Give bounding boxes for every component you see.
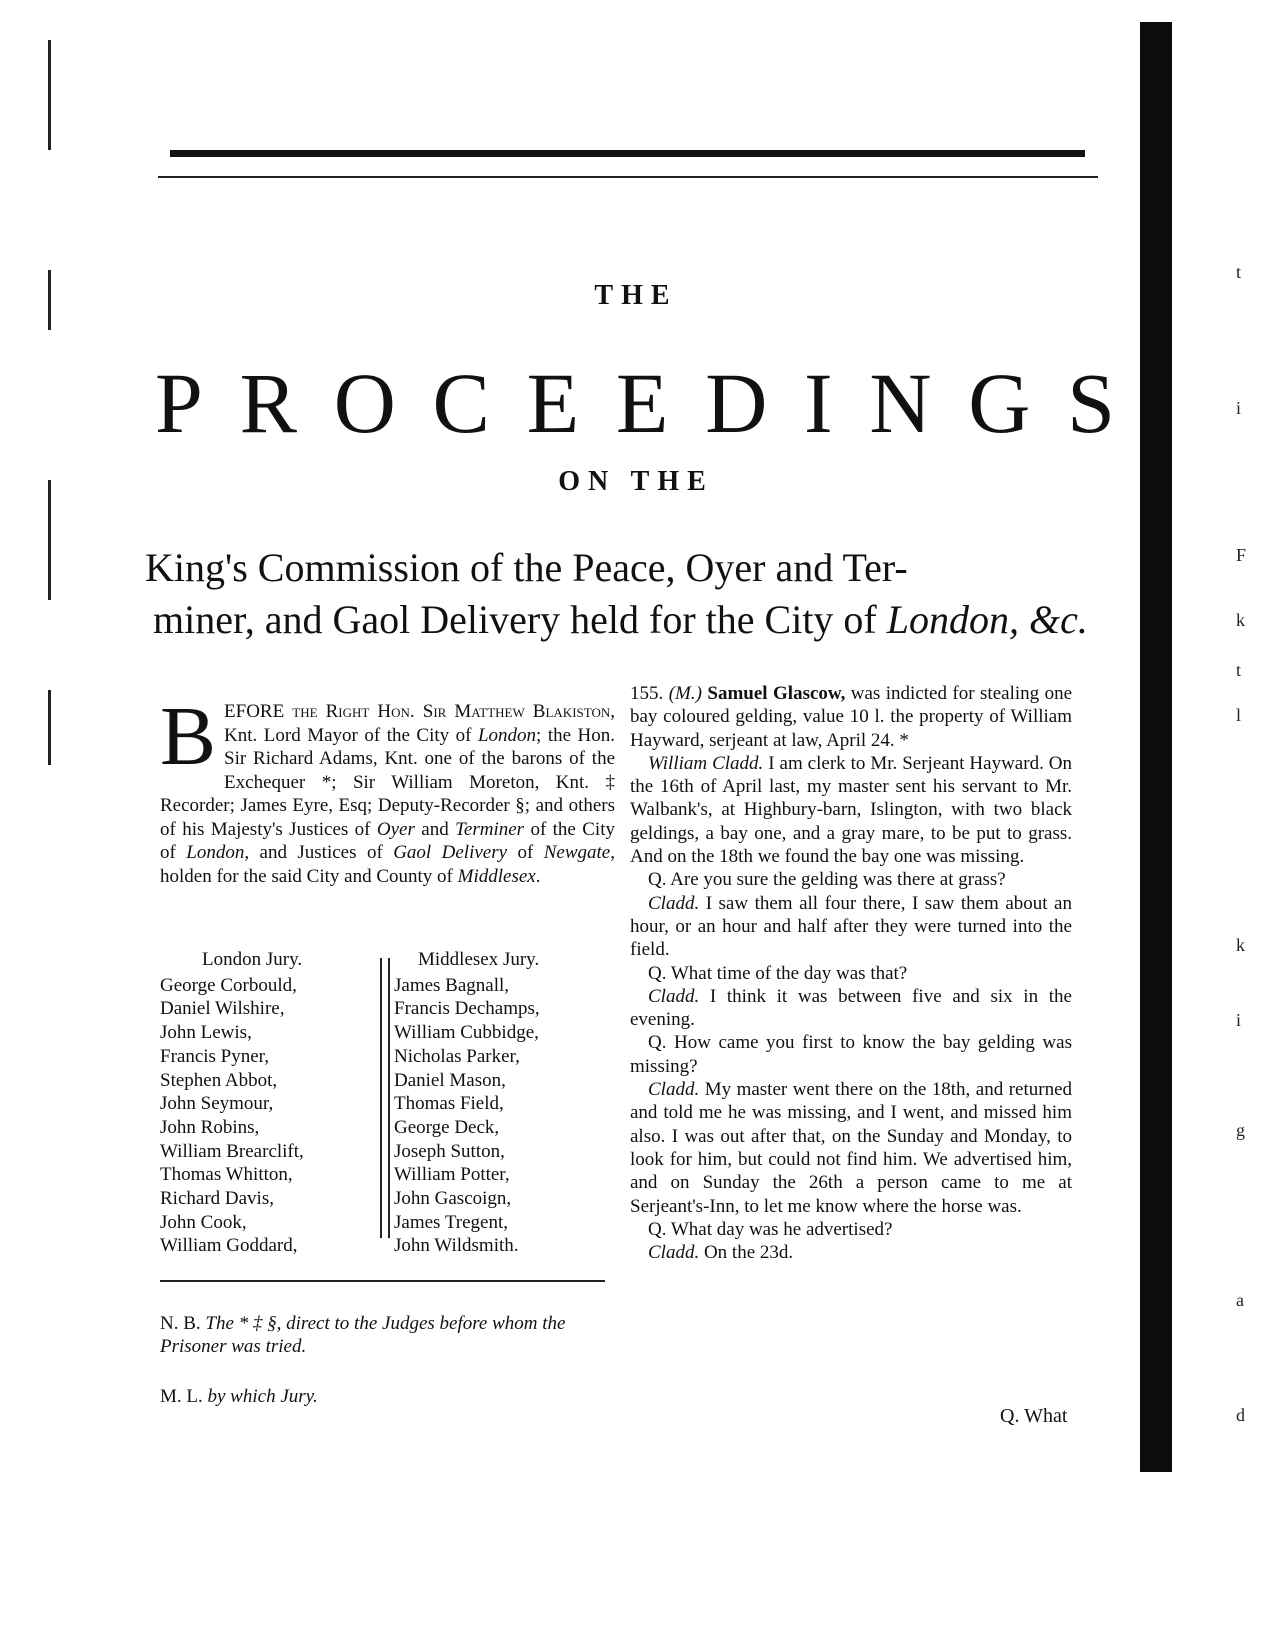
edge-letter: d <box>1236 1405 1245 1425</box>
intro-paragraph <box>160 690 616 888</box>
section-rule <box>160 1280 605 1282</box>
edge-letter: l <box>1236 705 1242 725</box>
title-letter: N <box>869 355 932 451</box>
nb-text: The * ‡ §, direct to the Judges before whom the Prisoner was tried. <box>160 1313 566 1357</box>
intro-italic: Newgate <box>543 842 611 863</box>
subtitle-text: miner, and Gaol Delivery held for the City of <box>153 597 887 642</box>
subtitle-italic: London, &c. <box>886 597 1088 642</box>
answer <box>630 1078 1072 1218</box>
edge-letter: F <box>1236 545 1247 565</box>
speaker: Cladd. <box>648 892 700 914</box>
london-jury <box>160 948 304 1258</box>
jury-member: John Gascoign, <box>394 1188 512 1210</box>
margin-mark <box>48 480 51 600</box>
jury-member: James Bagnall, <box>394 974 510 996</box>
intro-italic: Oyer <box>376 818 415 840</box>
ml-note <box>160 1385 605 1408</box>
intro-text: , Knt. Lord Mayor of the City of <box>224 701 615 746</box>
title-letter: O <box>333 355 396 451</box>
intro-italic: Gaol Delivery <box>393 842 508 863</box>
title-letter: G <box>968 355 1031 451</box>
jury-member: Stephen Abbot, <box>160 1069 278 1091</box>
title-the: THE <box>594 280 678 311</box>
jury-member: Joseph Sutton, <box>394 1140 505 1162</box>
jury-member: John Cook, <box>160 1211 247 1233</box>
jury-member: William Brearclift, <box>160 1140 304 1162</box>
jury-member: Daniel Wilshire, <box>160 998 285 1020</box>
title-proceedings <box>155 355 1115 451</box>
intro-text: EFORE the Right Hon. Sir <box>224 701 455 722</box>
intro-name: Matthew Blakiston <box>454 701 611 722</box>
question: Q. Are you sure the gelding was there at grass? <box>648 869 1006 891</box>
jury-member: William Potter, <box>394 1164 510 1186</box>
intro-text: , and Justices of <box>244 842 394 863</box>
answer-text: On the 23d. <box>699 1242 794 1264</box>
header-rule-thick <box>170 150 1085 157</box>
jury-member: Francis Dechamps, <box>394 998 540 1020</box>
edge-letter: a <box>1236 1290 1244 1310</box>
intro-text: , holden for the said City and County of <box>160 842 615 887</box>
answer-text: I think it was between five and six in the evening. <box>630 985 1072 1031</box>
edge-letter: t <box>1236 660 1242 680</box>
title-letter: I <box>804 355 833 451</box>
intro-text: of <box>507 842 544 863</box>
margin-mark <box>48 690 51 765</box>
intro-text: of the City of <box>160 818 615 863</box>
jury-member: John Lewis, <box>160 1022 252 1044</box>
subtitle-line: King's Commission of the Peace, Oyer and Ter- <box>145 545 908 590</box>
title-on-the: ON THE <box>558 466 714 497</box>
jury-member: William Cubbidge, <box>394 1022 539 1044</box>
question: Q. What day was he advertised? <box>648 1218 893 1240</box>
middlesex-jury <box>394 948 540 1258</box>
edge-letter: i <box>1236 1010 1242 1030</box>
intro-italic: Terminer <box>455 818 525 840</box>
subtitle-line <box>145 594 1125 646</box>
intro-italic: Middlesex <box>457 865 536 887</box>
ml-text: by which Jury. <box>207 1386 318 1407</box>
jury-member: Richard Davis, <box>160 1188 274 1210</box>
speaker: Cladd. <box>648 1242 700 1264</box>
jury-divider <box>380 958 390 1238</box>
testimony <box>630 752 1072 868</box>
jury-member: Thomas Whitton, <box>160 1164 293 1186</box>
trial-number: 155. <box>630 683 669 704</box>
answer-text: I saw them all four there, I saw them about an hour, or an hour and half after they were turned into the field. <box>630 892 1072 961</box>
title-letter: D <box>705 355 768 451</box>
jury-member: Nicholas Parker, <box>394 1045 520 1067</box>
ml-label: M. L. <box>160 1386 208 1407</box>
title-letter: R <box>239 355 297 451</box>
middlesex-jury-heading: Middlesex Jury. <box>418 949 540 970</box>
speaker: Cladd. <box>648 1079 700 1101</box>
jury-member: George Corbould, <box>160 974 297 996</box>
intro-italic: London <box>186 842 245 863</box>
jury-member: Daniel Mason, <box>394 1069 506 1091</box>
answer <box>630 1241 1072 1264</box>
title-letter: C <box>432 355 490 451</box>
title-letter: E <box>526 355 580 451</box>
answer <box>630 892 1072 962</box>
jury-member: John Seymour, <box>160 1093 274 1115</box>
binding-shadow <box>1140 22 1172 1472</box>
header-rule-thin <box>158 176 1098 178</box>
jury-member: Thomas Field, <box>394 1093 504 1115</box>
jury-member: James Tregent, <box>394 1211 508 1233</box>
jury-member: John Wildsmith. <box>394 1235 519 1257</box>
prisoner-name: Samuel Glascow, <box>701 683 846 704</box>
title-letter: E <box>615 355 669 451</box>
catchword: Q. What <box>1000 1405 1068 1427</box>
drop-cap: B <box>160 690 217 783</box>
subtitle <box>145 542 1125 646</box>
jury-member: Francis Pyner, <box>160 1045 269 1067</box>
margin-mark <box>48 40 51 150</box>
edge-letter: k <box>1236 610 1245 630</box>
edge-letter: g <box>1236 1120 1245 1140</box>
nb-note <box>160 1312 605 1358</box>
jury-member: George Deck, <box>394 1116 500 1138</box>
trial-text <box>630 682 1072 1264</box>
intro-text: . <box>535 865 541 887</box>
edge-letter: i <box>1236 398 1242 418</box>
jury-member: John Robins, <box>160 1116 260 1138</box>
testimony-text: I am clerk to Mr. Serjeant Hayward. On the 16th of April last, my master sent his servant to Mr. Walbank's, at Highbury-barn, Islington, with two black geldings, a bay one, and a gray mare, to be put to grass. And on the 18th we found the bay one was missing. <box>630 752 1072 868</box>
london-jury-heading: London Jury. <box>202 949 303 970</box>
title-letter: S <box>1067 355 1115 451</box>
answer-text: My master went there on the 18th, and returned and told me he was missing, and I went, and missed him also. I was out after that, on the Sunday and Monday, to look for him, but could not find him. We advertised him, and on Sunday the 26th a person came to me at Serjeant's-Inn, to let me know where the horse was. <box>630 1079 1072 1217</box>
intro-text: ; the Hon. Sir Richard Adams, Knt. one of the barons of the Exchequer *; Sir William Moreton, Knt. ‡ Recorder; James Eyre, Esq; Deputy-Recorder §; and others of his Majesty's Justices of <box>160 724 616 840</box>
intro-italic: London <box>477 724 537 746</box>
question: Q. How came you first to know the bay gelding was missing? <box>630 1032 1072 1077</box>
indictment-text: was indicted for stealing one bay coloured gelding, value 10 l. the property of William Hayward, serjeant at law, April 24. * <box>630 683 1073 751</box>
jury-member: William Goddard, <box>160 1235 298 1257</box>
jury-lists <box>160 948 620 1258</box>
edge-letter: k <box>1236 935 1245 955</box>
speaker: William Cladd. <box>648 752 764 774</box>
speaker: Cladd. <box>648 985 700 1007</box>
intro-text: and <box>414 818 456 840</box>
nb-label: N. B. <box>160 1313 206 1334</box>
edge-letter: t <box>1236 262 1242 282</box>
title-letter: P <box>155 355 203 451</box>
answer <box>630 985 1072 1032</box>
trial-jury-mark: (M.) <box>668 683 702 704</box>
trial-heading <box>630 682 1072 752</box>
question: Q. What time of the day was that? <box>648 962 908 984</box>
